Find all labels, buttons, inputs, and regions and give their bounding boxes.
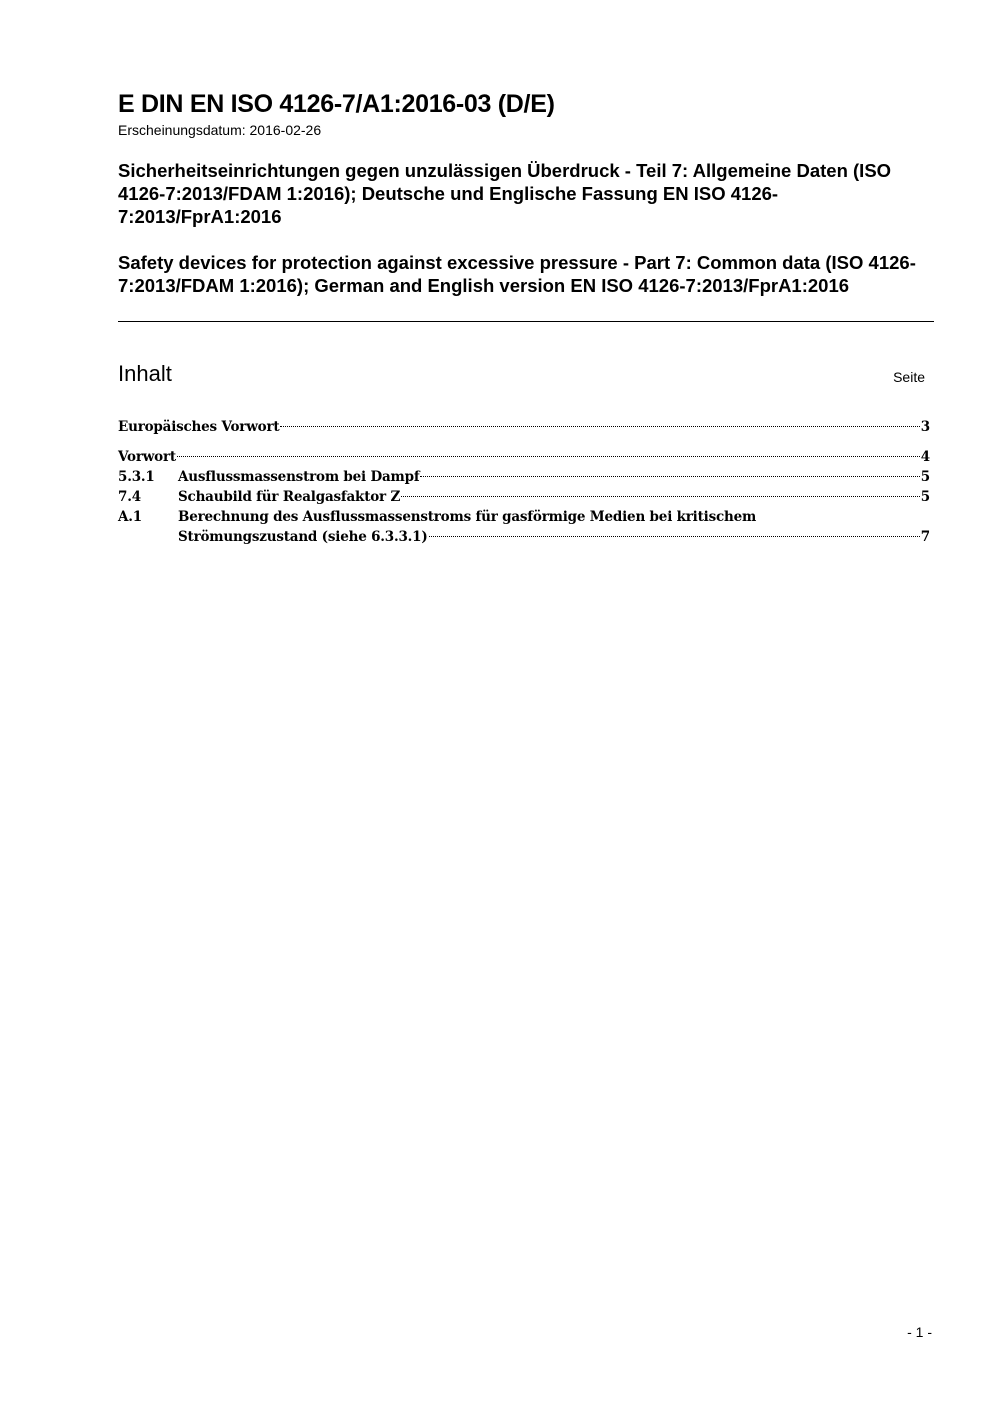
toc-entry-title: Europäisches Vorwort: [118, 419, 280, 435]
toc-entry-number: A.1: [118, 509, 142, 525]
title-german: Sicherheitseinrichtungen gegen unzulässigen Überdruck - Teil 7: Allgemeine Daten (ISO 4126-7:2013/FDAM 1:2016); Deutsche und Englische Fassung EN ISO 4126-7:2013/FprA1:2016: [118, 160, 892, 227]
toc-leader: [280, 426, 919, 427]
toc-entry[interactable]: [118, 417, 930, 437]
toc-entry-title: Vorwort: [118, 449, 176, 465]
toc-leader: [429, 536, 920, 537]
toc-entry-page: 4: [920, 449, 930, 465]
toc-entry-number: 7.4: [118, 489, 141, 505]
toc-entry-title: Schaubild für Realgasfaktor Z: [178, 489, 401, 505]
header-divider: [118, 321, 934, 322]
toc-entry[interactable]: [118, 507, 930, 547]
toc-leader: [177, 456, 920, 457]
toc-entry-page: 3: [920, 419, 930, 435]
toc-heading: Inhalt: [118, 361, 172, 386]
toc-entry[interactable]: [118, 487, 930, 507]
document-id: E DIN EN ISO 4126-7/A1:2016-03 (D/E): [118, 90, 555, 118]
toc-entry-title-line1: Berechnung des Ausflussmassenstroms für gasförmige Medien bei kritischem: [178, 509, 757, 525]
toc-entry[interactable]: [118, 467, 930, 487]
publication-date: Erscheinungsdatum: 2016-02-26: [118, 122, 322, 138]
table-of-contents: [118, 417, 930, 547]
toc-leader: [401, 496, 920, 497]
toc-entry-page: 5: [920, 469, 930, 485]
toc-page-label: Seite: [893, 369, 925, 385]
toc-leader: [420, 476, 919, 477]
page-number: - 1 -: [907, 1324, 932, 1340]
title-english: Safety devices for protection against excessive pressure - Part 7: Common data (ISO 4126-7:2013/FDAM 1:2016); German and English version EN ISO 4126-7:2013/FprA1:2016: [118, 252, 916, 296]
toc-entry-page: 7: [920, 529, 930, 545]
toc-entry-title: Ausflussmassenstrom bei Dampf: [178, 469, 420, 485]
toc-entry-number: 5.3.1: [118, 469, 155, 485]
toc-entry-page: 5: [920, 489, 930, 505]
toc-entry-title-line2: Strömungszustand (siehe 6.3.3.1): [178, 529, 428, 545]
toc-entry[interactable]: [118, 447, 930, 467]
